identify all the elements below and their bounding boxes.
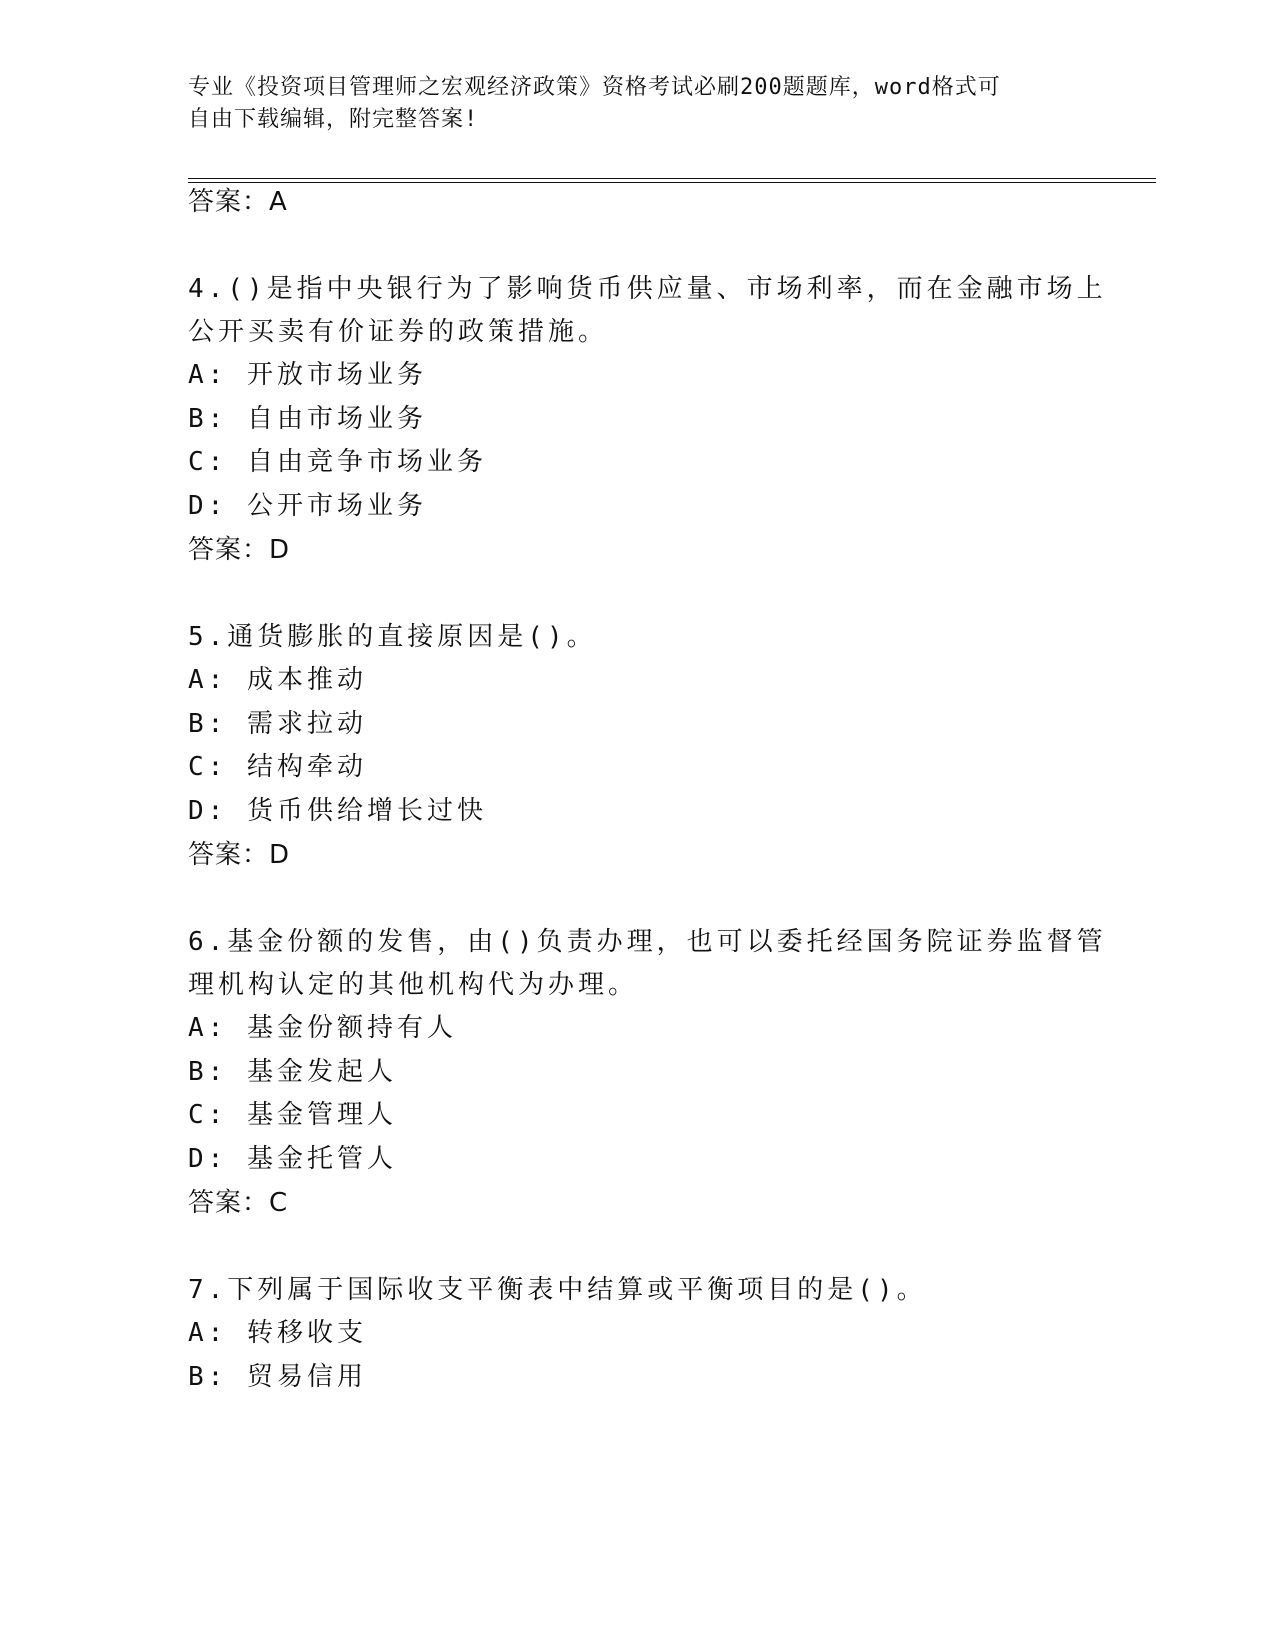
question-stem: 理机构认定的其他机构代为办理。 (188, 970, 639, 1000)
option-b: B: 基金发起人 (188, 1057, 397, 1087)
option-a: A: 开放市场业务 (188, 360, 427, 390)
option-c: C: 结构牵动 (188, 752, 367, 782)
question-stem: 6.基金份额的发售，由()负责办理，也可以委托经国务院证券监督管 (188, 927, 1107, 957)
header-line-2: 自由下载编辑，附完整答案! (188, 107, 479, 132)
answer-q3: 答案：A (188, 187, 288, 217)
option-a: A: 基金份额持有人 (188, 1013, 457, 1043)
question-stem: 4.()是指中央银行为了影响货币供应量、市场利率，而在金融市场上 (188, 274, 1107, 304)
option-d: D: 公开市场业务 (188, 491, 427, 521)
option-d: D: 货币供给增长过快 (188, 796, 487, 826)
answer-q6: 答案：C (188, 1188, 289, 1218)
page-header (188, 72, 1068, 136)
question-stem: 5.通货膨胀的直接原因是()。 (188, 622, 597, 652)
answer-q5: 答案：D (188, 840, 291, 870)
answer-q4: 答案：D (188, 535, 291, 565)
option-d: D: 基金托管人 (188, 1144, 397, 1174)
header-rule (188, 178, 1156, 183)
question-stem: 7.下列属于国际收支平衡表中结算或平衡项目的是()。 (188, 1275, 927, 1305)
header-line-1: 专业《投资项目管理师之宏观经济政策》资格考试必刷200题题库，word格式可 (188, 75, 1001, 100)
question-stem: 公开买卖有价证券的政策措施。 (188, 317, 609, 347)
option-b: B: 贸易信用 (188, 1362, 367, 1392)
option-a: A: 成本推动 (188, 665, 367, 695)
option-b: B: 需求拉动 (188, 709, 367, 739)
option-b: B: 自由市场业务 (188, 404, 427, 434)
option-c: C: 基金管理人 (188, 1100, 397, 1130)
option-c: C: 自由竞争市场业务 (188, 447, 487, 477)
option-a: A: 转移收支 (188, 1318, 367, 1348)
